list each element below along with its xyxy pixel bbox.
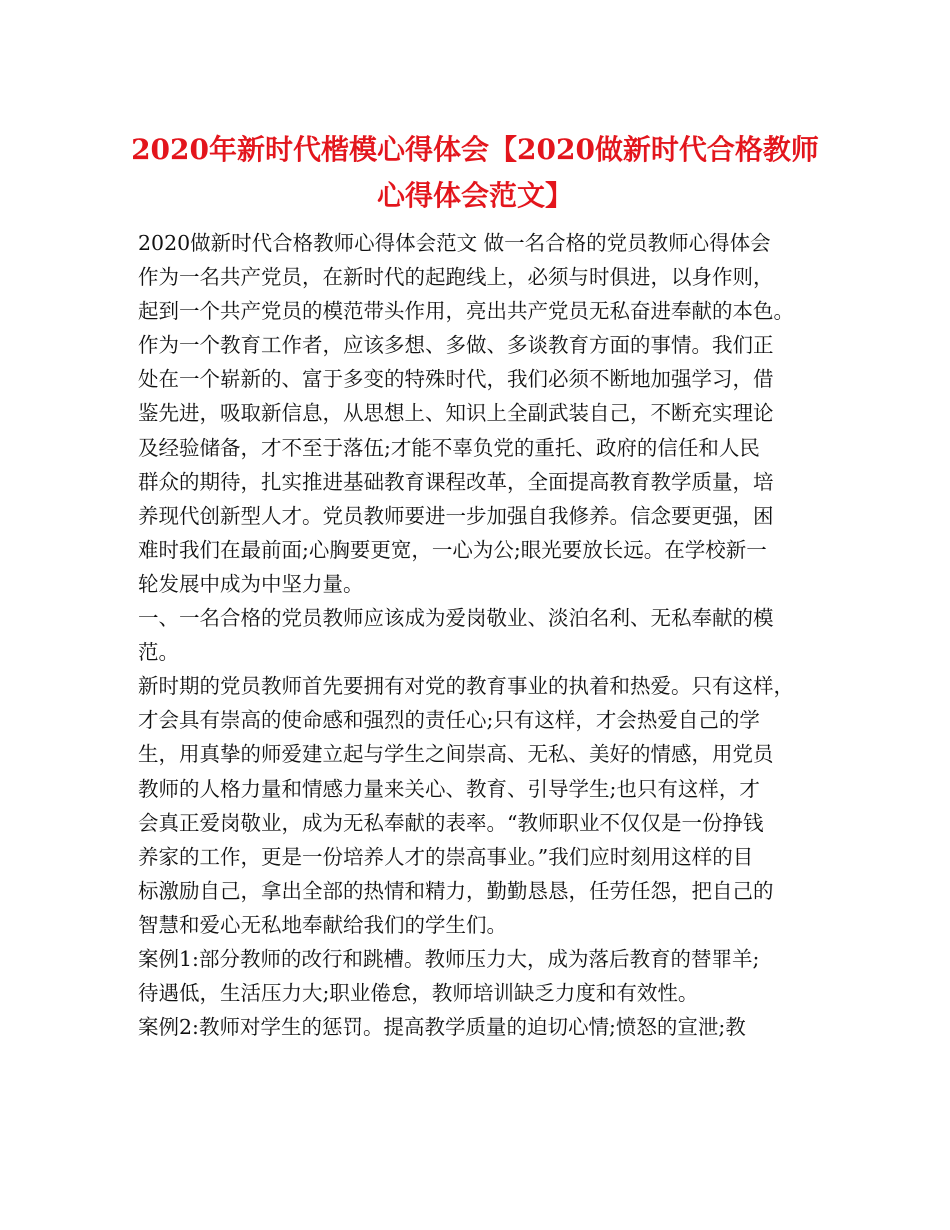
body-line: 智慧和爱心无私地奉献给我们的学生们。 [138, 912, 507, 937]
body-line: 起到一个共产党员的模范带头作用，亮出共产党员无私奋进奉献的本色。 [138, 299, 794, 324]
body-line: 及经验储备，才不至于落伍;才能不辜负党的重托、政府的信任和人民 [138, 435, 760, 460]
body-line: 才会具有崇高的使命感和强烈的责任心;只有这样，才会热爱自己的学 [138, 708, 760, 733]
body-line: 案例2:教师对学生的惩罚。提高教学质量的迫切心情;愤怒的宣泄;教 [138, 1015, 746, 1040]
body-line: 养现代创新型人才。党员教师要进一步加强自我修养。信念要更强，困 [138, 503, 774, 528]
body-line: 范。 [138, 640, 179, 665]
body-line: 生，用真挚的师爱建立起与学生之间崇高、无私、美好的情感，用党员 [138, 742, 774, 767]
body-line: 作为一个教育工作者，应该多想、多做、多谈教育方面的事情。我们正 [138, 333, 774, 358]
body-line: 难时我们在最前面;心胸要更宽，一心为公;眼光要放长远。在学校新一 [138, 537, 767, 562]
document-title-line-1: 2020年新时代楷模心得体会【2020做新时代合格教师 [131, 133, 819, 166]
body-line: 新时期的党员教师首先要拥有对党的教育事业的执着和热爱。只有这样， [138, 674, 794, 699]
body-line: 待遇低，生活压力大;职业倦怠，教师培训缺乏力度和有效性。 [138, 981, 699, 1006]
body-line: 教师的人格力量和情感力量来关心、教育、引导学生;也只有这样，才 [138, 776, 760, 801]
body-line: 轮发展中成为中坚力量。 [138, 571, 364, 596]
body-line: 2020做新时代合格教师心得体会范文 做一名合格的党员教师心得体会 [138, 231, 771, 255]
document-title-line-2: 心得体会范文】 [376, 179, 573, 212]
body-line: 一、一名合格的党员教师应该成为爱岗敬业、淡泊名利、无私奉献的模 [138, 606, 774, 631]
body-line: 标激励自己，拿出全部的热情和精力，勤勤恳恳，任劳任怨，把自己的 [138, 878, 774, 903]
body-line: 群众的期待，扎实推进基础教育课程改革，全面提高教育教学质量，培 [138, 469, 774, 494]
document-body [138, 226, 828, 1044]
body-line: 鉴先进，吸取新信息，从思想上、知识上全副武装自己，不断充实理论 [138, 401, 774, 426]
body-line: 养家的工作，更是一份培养人才的崇高事业。”我们应时刻用这样的目 [138, 844, 754, 869]
body-line: 作为一名共产党员，在新时代的起跑线上，必须与时俱进，以身作则， [138, 265, 774, 290]
body-line: 会真正爱岗敬业，成为无私奉献的表率。“教师职业不仅仅是一份挣钱 [138, 810, 764, 835]
body-line: 处在一个崭新的、富于多变的特殊时代，我们必须不断地加强学习，借 [138, 367, 774, 392]
body-line: 案例1:部分教师的改行和跳槽。教师压力大，成为落后教育的替罪羊; [138, 946, 760, 971]
